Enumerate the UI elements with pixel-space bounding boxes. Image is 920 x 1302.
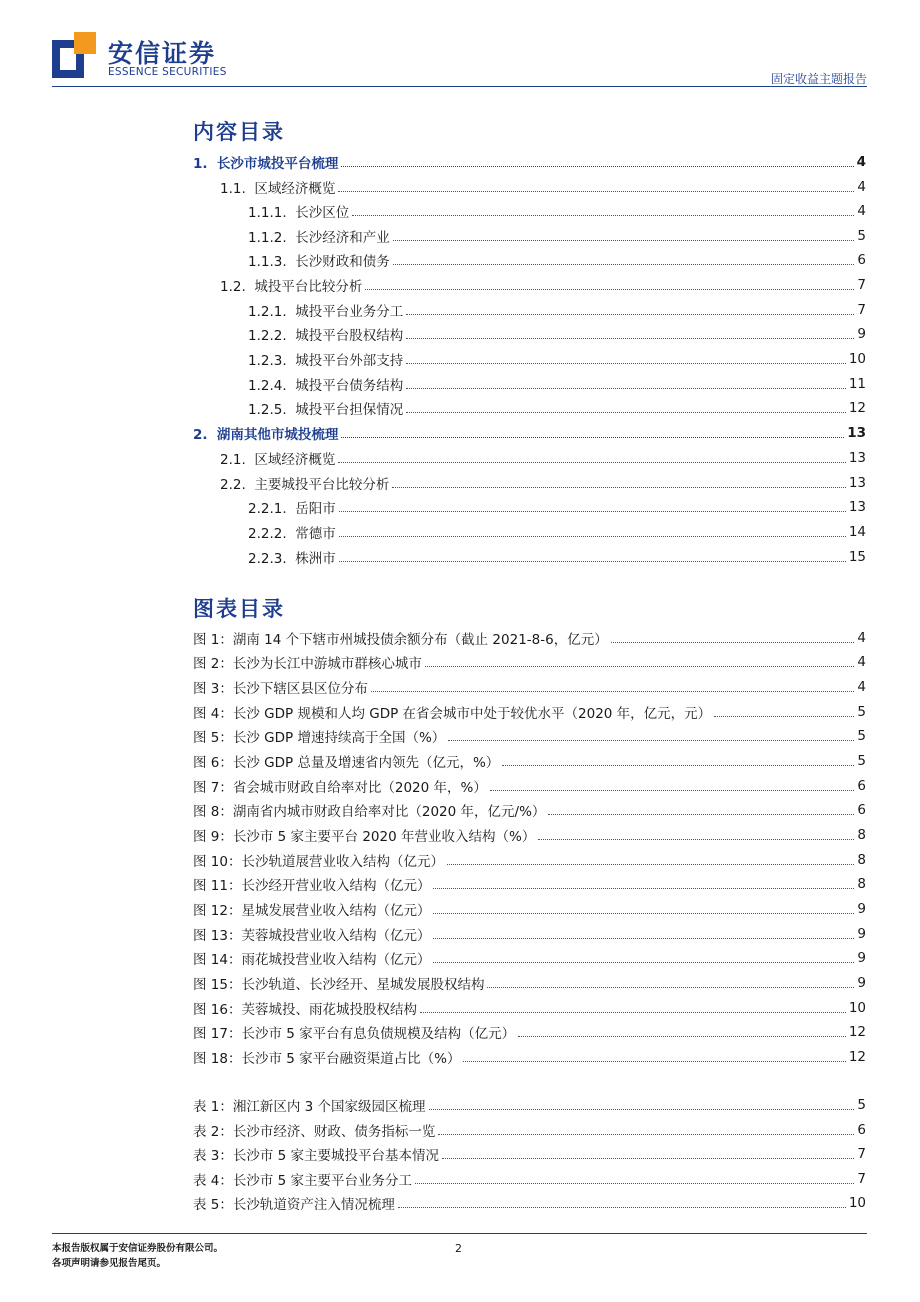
toc-entry[interactable] <box>248 349 866 369</box>
leader-dots <box>442 1158 854 1159</box>
leader-dots <box>339 511 846 512</box>
toc-entry-page: 12 <box>848 400 866 416</box>
toc-entry[interactable] <box>220 473 866 493</box>
leader-dots <box>714 716 854 717</box>
leader-dots <box>518 1036 846 1037</box>
table-entry-page: 7 <box>857 1146 866 1162</box>
figure-entry-page: 9 <box>857 975 866 991</box>
figure-entry-page: 12 <box>848 1024 866 1040</box>
essence-logo-icon <box>52 32 96 78</box>
toc-entry-label: 1.2.2. 城投平台股权结构 <box>248 328 404 344</box>
figure-entry[interactable] <box>193 652 866 672</box>
leader-dots <box>463 1061 845 1062</box>
toc-entry[interactable] <box>248 398 866 418</box>
copyright-notice: 本报告版权属于安信证券股份有限公司。 <box>52 1243 224 1254</box>
figure-entry-page: 10 <box>848 1000 866 1016</box>
toc-entry[interactable] <box>248 250 866 270</box>
leader-dots <box>548 814 854 815</box>
toc-entry[interactable] <box>248 226 866 246</box>
leader-dots <box>338 462 845 463</box>
toc-entry-page: 11 <box>848 376 866 392</box>
toc-entry-label: 1.2.1. 城投平台业务分工 <box>248 304 404 320</box>
figure-entry-page: 5 <box>857 728 866 744</box>
figure-entry-page: 9 <box>857 950 866 966</box>
table-entry[interactable] <box>193 1144 866 1164</box>
toc-entry[interactable] <box>248 300 866 320</box>
toc-entry-label: 1.1.3. 长沙财政和债务 <box>248 254 390 270</box>
figure-entry-label: 图 13：芙蓉城投营业收入结构（亿元） <box>193 928 431 944</box>
toc-entry[interactable] <box>193 152 866 172</box>
toc-entry[interactable] <box>220 177 866 197</box>
toc-entry-label: 1.1.1. 长沙区位 <box>248 205 350 221</box>
figure-entry-label: 图 7：省会城市财政自给率对比（2020 年，%） <box>193 780 487 796</box>
leader-dots <box>352 215 854 216</box>
leader-dots <box>341 437 844 438</box>
toc-entry-label: 2.2.2. 常德市 <box>248 526 336 542</box>
leader-dots <box>415 1183 854 1184</box>
leader-dots <box>502 765 854 766</box>
leader-dots <box>392 487 845 488</box>
report-type-label: 固定收益主题报告 <box>770 72 867 86</box>
toc-entry-label: 2.1. 区域经济概览 <box>220 452 336 468</box>
leader-dots <box>448 740 854 741</box>
figure-entry-label: 图 4：长沙 GDP 规模和人均 GDP 在省会城市中处于较优水平（2020 年，亿元，元） <box>193 706 712 722</box>
figures-title: 图表目录 <box>193 597 285 621</box>
toc-entry-page: 7 <box>857 302 866 318</box>
toc-entry[interactable] <box>248 374 866 394</box>
logo-english-name: ESSENCE SECURITIES <box>108 66 227 78</box>
toc-entry-label: 2.2.1. 岳阳市 <box>248 501 336 517</box>
figure-entry[interactable] <box>193 751 866 771</box>
toc-entry-page: 4 <box>857 203 866 219</box>
toc-entry-page: 5 <box>857 228 866 244</box>
toc-entry-page: 14 <box>848 524 866 540</box>
toc-entry-label: 1. 长沙市城投平台梳理 <box>193 156 339 172</box>
toc-entry[interactable] <box>220 275 866 295</box>
toc-entry-label: 2.2. 主要城投平台比较分析 <box>220 477 390 493</box>
figure-entry[interactable] <box>193 1022 866 1042</box>
leader-dots <box>338 191 854 192</box>
table-entry[interactable] <box>193 1169 866 1189</box>
figure-entry[interactable] <box>193 874 866 894</box>
table-entry-label: 表 4：长沙市 5 家主要平台业务分工 <box>193 1173 413 1189</box>
figure-entry-label: 图 17：长沙市 5 家平台有息负债规模及结构（亿元） <box>193 1026 516 1042</box>
figure-entry-page: 5 <box>857 753 866 769</box>
leader-dots <box>433 888 854 889</box>
toc-entry-page: 13 <box>847 425 866 441</box>
figure-entry-label: 图 16：芙蓉城投、雨花城投股权结构 <box>193 1002 417 1018</box>
figure-entry-page: 6 <box>857 778 866 794</box>
figure-entry-label: 图 14：雨花城投营业收入结构（亿元） <box>193 952 431 968</box>
figure-entry-label: 图 6：长沙 GDP 总量及增速省内领先（亿元，%） <box>193 755 500 771</box>
leader-dots <box>406 388 846 389</box>
leader-dots <box>538 839 854 840</box>
figure-entry-label: 图 1：湖南 14 个下辖市州城投债余额分布（截止 2021-8-6，亿元） <box>193 632 608 648</box>
figure-entry[interactable] <box>193 800 866 820</box>
figure-entry-page: 6 <box>857 802 866 818</box>
toc-entry-page: 6 <box>857 252 866 268</box>
page-number: 2 <box>455 1242 462 1255</box>
figure-entry-label: 图 10：长沙轨道展营业收入结构（亿元） <box>193 854 444 870</box>
figure-entry[interactable] <box>193 776 866 796</box>
toc-entry-page: 10 <box>848 351 866 367</box>
toc-entry-page: 7 <box>857 277 866 293</box>
toc-entry[interactable] <box>248 547 866 567</box>
figure-entry-label: 图 9：长沙市 5 家主要平台 2020 年营业收入结构（%） <box>193 829 536 845</box>
figure-entry-page: 8 <box>857 876 866 892</box>
figure-entry-label: 图 12：星城发展营业收入结构（亿元） <box>193 903 431 919</box>
table-entry-label: 表 3：长沙市 5 家主要城投平台基本情况 <box>193 1148 440 1164</box>
figure-entry-label: 图 2：长沙为长江中游城市群核心城市 <box>193 656 422 672</box>
toc-entry-page: 13 <box>848 499 866 515</box>
leader-dots <box>371 691 855 692</box>
header-divider <box>52 86 867 87</box>
leader-dots <box>433 913 854 914</box>
toc-entry[interactable] <box>248 522 866 542</box>
figure-entry[interactable] <box>193 677 866 697</box>
leader-dots <box>490 790 855 791</box>
figure-entry[interactable] <box>193 702 866 722</box>
leader-dots <box>339 561 846 562</box>
toc-entry[interactable] <box>220 448 866 468</box>
figure-entry[interactable] <box>193 726 866 746</box>
figure-entry[interactable] <box>193 899 866 919</box>
figure-entry-label: 图 5：长沙 GDP 增速持续高于全国（%） <box>193 730 446 746</box>
figure-entry-page: 4 <box>857 654 866 670</box>
leader-dots <box>611 642 855 643</box>
leader-dots <box>341 166 853 167</box>
leader-dots <box>406 412 846 413</box>
leader-dots <box>406 338 854 339</box>
toc-entry-page: 15 <box>848 549 866 565</box>
figure-entry-page: 5 <box>857 704 866 720</box>
toc-entry-label: 1.2. 城投平台比较分析 <box>220 279 363 295</box>
leader-dots <box>339 536 846 537</box>
toc-entry-label: 1.2.4. 城投平台债务结构 <box>248 378 404 394</box>
toc-entry-label: 1.1.2. 长沙经济和产业 <box>248 230 390 246</box>
table-entry-page: 6 <box>857 1122 866 1138</box>
leader-dots <box>487 987 854 988</box>
toc-entry-page: 4 <box>856 154 866 170</box>
leader-dots <box>393 240 855 241</box>
figure-entry[interactable] <box>193 973 866 993</box>
leader-dots <box>433 962 854 963</box>
toc-entry-label: 1.1. 区域经济概览 <box>220 181 336 197</box>
table-entry-page: 7 <box>857 1171 866 1187</box>
toc-entry-page: 13 <box>848 475 866 491</box>
leader-dots <box>425 666 855 667</box>
toc-entry-page: 13 <box>848 450 866 466</box>
toc-entry-label: 2. 湖南其他市城投梳理 <box>193 427 339 443</box>
figure-entry-label: 图 8：湖南省内城市财政自给率对比（2020 年，亿元/%） <box>193 804 546 820</box>
figure-entry-page: 8 <box>857 852 866 868</box>
toc-entry[interactable] <box>193 423 866 443</box>
toc-entry-page: 9 <box>857 326 866 342</box>
leader-dots <box>393 264 855 265</box>
table-entry[interactable] <box>193 1120 866 1140</box>
table-entry-label: 表 2：长沙市经济、财政、债务指标一览 <box>193 1124 436 1140</box>
figure-entry-label: 图 11：长沙经开营业收入结构（亿元） <box>193 878 431 894</box>
leader-dots <box>420 1012 846 1013</box>
contents-title: 内容目录 <box>193 120 285 144</box>
logo-chinese-name: 安信证券 <box>108 39 217 68</box>
toc-entry-page: 4 <box>857 179 866 195</box>
table-entry-page: 10 <box>848 1195 866 1211</box>
toc-entry[interactable] <box>248 201 866 221</box>
leader-dots <box>365 289 854 290</box>
table-entry-label: 表 5：长沙轨道资产注入情况梳理 <box>193 1197 395 1213</box>
figure-entry-page: 8 <box>857 827 866 843</box>
leader-dots <box>406 363 846 364</box>
leader-dots <box>429 1109 855 1110</box>
figure-entry[interactable] <box>193 924 866 944</box>
disclaimer-notice: 各项声明请参见报告尾页。 <box>52 1258 167 1269</box>
figure-entry[interactable] <box>193 1047 866 1067</box>
toc-entry[interactable] <box>248 497 866 517</box>
figure-entry-label: 图 3：长沙下辖区县区位分布 <box>193 681 368 697</box>
leader-dots <box>433 938 854 939</box>
leader-dots <box>438 1134 854 1135</box>
figure-entry[interactable] <box>193 628 866 648</box>
toc-entry-label: 1.2.3. 城投平台外部支持 <box>248 353 404 369</box>
figure-entry-label: 图 18：长沙市 5 家平台融资渠道占比（%） <box>193 1051 461 1067</box>
table-entry-label: 表 1：湘江新区内 3 个国家级园区梳理 <box>193 1099 426 1115</box>
toc-entry-label: 2.2.3. 株洲市 <box>248 551 336 567</box>
figure-entry-label: 图 15：长沙轨道、长沙经开、星城发展股权结构 <box>193 977 485 993</box>
toc-entry[interactable] <box>248 324 866 344</box>
leader-dots <box>406 314 854 315</box>
figure-entry[interactable] <box>193 825 866 845</box>
page-header <box>52 28 867 86</box>
figure-entry[interactable] <box>193 948 866 968</box>
figure-entry-page: 9 <box>857 926 866 942</box>
figure-entry[interactable] <box>193 998 866 1018</box>
toc-entry-label: 1.2.5. 城投平台担保情况 <box>248 402 404 418</box>
figure-entry-page: 9 <box>857 901 866 917</box>
table-entry[interactable] <box>193 1095 866 1115</box>
table-entry-page: 5 <box>857 1097 866 1113</box>
leader-dots <box>398 1207 846 1208</box>
footer-divider <box>52 1233 867 1234</box>
figure-entry[interactable] <box>193 850 866 870</box>
leader-dots <box>447 864 854 865</box>
figure-entry-page: 4 <box>857 630 866 646</box>
figure-entry-page: 12 <box>848 1049 866 1065</box>
figure-entry-page: 4 <box>857 679 866 695</box>
table-entry[interactable] <box>193 1193 866 1213</box>
